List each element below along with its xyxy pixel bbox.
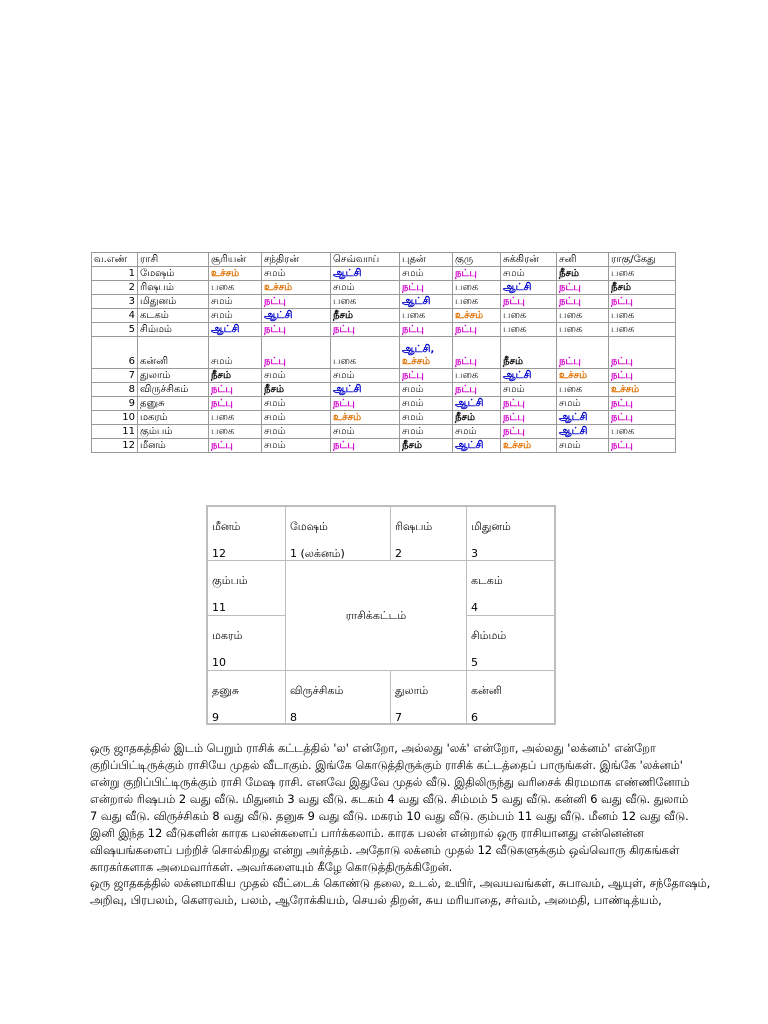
dignity-cell	[453, 439, 501, 453]
dignity-value: சமம்	[402, 398, 424, 409]
dignity-value: நட்பு	[611, 440, 633, 451]
column-header: சந்திரன்	[262, 253, 331, 267]
first-house-paragraph	[90, 875, 711, 909]
house-number: 8	[290, 711, 297, 724]
house-kadagam	[466, 560, 555, 616]
dignity-cell	[331, 267, 400, 281]
intro-paragraph	[90, 740, 690, 876]
house-name: மிதுனம்	[471, 520, 511, 533]
table-row	[92, 425, 676, 439]
dignity-value: நட்பு	[333, 398, 355, 409]
house-name: மீனம்	[212, 520, 241, 533]
dignity-value: ஆட்சி	[559, 426, 588, 437]
dignity-value: உச்சம்	[503, 440, 532, 451]
rasi-name: துலாம்	[138, 369, 209, 383]
house-mesham	[285, 506, 391, 561]
text-line: ஒரு ஜாதகத்தில் இடம் பெறும் ராசிக் கட்டத்தில் 'ல' என்றோ, அல்லது 'லக்' என்றோ, அல்லது 'லக்னம்' என்றோ	[90, 741, 656, 755]
dignity-cell	[209, 383, 262, 397]
dignity-cell	[400, 369, 453, 383]
dignity-cell	[453, 267, 501, 281]
dignity-cell	[262, 397, 331, 411]
rasi-name: கும்பம்	[138, 425, 209, 439]
dignity-value: சமம்	[455, 426, 477, 437]
row-number: 2	[92, 281, 138, 295]
dignity-cell	[557, 323, 609, 337]
column-header: வ.எண்	[92, 253, 138, 267]
house-name: கடகம்	[471, 574, 503, 587]
dignity-cell	[557, 369, 609, 383]
house-number: 12	[212, 547, 226, 560]
dignity-value: நட்பு	[211, 440, 233, 451]
table-row	[92, 397, 676, 411]
house-mithunam	[466, 506, 555, 561]
dignity-cell	[453, 309, 501, 323]
rasi-name: ரிஷபம்	[138, 281, 209, 295]
row-number: 5	[92, 323, 138, 337]
dignity-cell	[501, 337, 557, 369]
rasi-name: தனுசு	[138, 397, 209, 411]
dignity-value: நீசம்	[503, 356, 523, 367]
dignity-value: நட்பு	[611, 296, 633, 307]
dignity-cell	[557, 411, 609, 425]
table-row	[92, 383, 676, 397]
table-row	[92, 323, 676, 337]
rasi-chart-center	[285, 560, 467, 671]
dignity-cell	[557, 439, 609, 453]
dignity-cell	[501, 369, 557, 383]
dignity-value: பகை	[559, 324, 583, 335]
dignity-cell	[400, 281, 453, 295]
dignity-value: ஆட்சி	[264, 310, 293, 321]
dignity-value: பகை	[333, 356, 357, 367]
text-line: என்றால் ரிஷபம் 2 வது வீடு. மிதுனம் 3 வது வீடு. கடகம் 4 வது வீடு. சிம்மம் 5 வது வீடு. கன்னி 6 வது வீடு. துலாம்	[90, 792, 689, 806]
table-row	[92, 281, 676, 295]
dignity-value: பகை	[333, 296, 357, 307]
text-line: 7 வது வீடு. விருச்சிகம் 8 வது வீடு. தனுசு 9 வது வீடு. மகரம் 10 வது வீடு. கும்பம் 11 வது வீடு. மீனம் 12 வது வீடு.	[90, 809, 689, 823]
dignity-value: சமம்	[211, 310, 233, 321]
dignity-value: ஆட்சி	[333, 384, 362, 395]
dignity-value: நீசம்	[559, 268, 579, 279]
dignity-cell	[609, 295, 676, 309]
dignity-cell	[262, 267, 331, 281]
dignity-value: ஆட்சி	[559, 412, 588, 423]
dignity-cell	[262, 369, 331, 383]
rasi-name: விருச்சிகம்	[138, 383, 209, 397]
dignity-cell	[501, 295, 557, 309]
column-header: சூரியன்	[209, 253, 262, 267]
house-number: 7	[395, 711, 402, 724]
dignity-value: நட்பு	[455, 268, 477, 279]
dignity-cell	[557, 383, 609, 397]
text-line: விஷயங்களைப் பற்றிச் சொல்கிறது என்று அர்த்தம். அதோடு லக்னம் முதல் 12 வீடுகளுக்கும் ஒவ்வொரு கிரகங்கள்	[90, 843, 680, 857]
dignity-cell	[400, 397, 453, 411]
house-number: 10	[212, 656, 226, 669]
dignity-value: நட்பு	[211, 384, 233, 395]
dignity-cell	[609, 397, 676, 411]
dignity-value: ஆட்சி	[455, 398, 484, 409]
dignity-cell	[609, 383, 676, 397]
dignity-cell	[557, 267, 609, 281]
dignity-value: உச்சம்	[333, 412, 362, 423]
dignity-cell	[453, 323, 501, 337]
dignity-cell	[262, 425, 331, 439]
dignity-value: நட்பு	[455, 356, 477, 367]
dignity-value: ஆட்சி	[455, 440, 484, 451]
table-row	[92, 309, 676, 323]
dignity-value: நட்பு	[333, 324, 355, 335]
dignity-cell	[331, 309, 400, 323]
house-viruchigam	[285, 670, 391, 724]
dignity-cell	[400, 383, 453, 397]
dignity-cell	[400, 309, 453, 323]
dignity-value: சமம்	[402, 384, 424, 395]
row-number: 12	[92, 439, 138, 453]
dignity-value: ஆட்சி	[503, 370, 532, 381]
planet-dignity-table	[91, 252, 676, 453]
dignity-value: நட்பு	[559, 282, 581, 293]
dignity-value: ஆட்சி	[333, 268, 362, 279]
dignity-cell	[262, 439, 331, 453]
rasi-name: மேஷம்	[138, 267, 209, 281]
house-number: 11	[212, 601, 226, 614]
dignity-cell	[557, 295, 609, 309]
dignity-value: நட்பு	[333, 440, 355, 451]
dignity-value: சமம்	[264, 398, 286, 409]
dignity-cell	[501, 323, 557, 337]
dignity-cell	[331, 337, 400, 369]
dignity-value: நட்பு	[503, 296, 525, 307]
dignity-cell	[609, 281, 676, 295]
rasi-name: மீனம்	[138, 439, 209, 453]
text-line: காரகர்களாக அமைவார்கள். அவர்களையும் கீழே கொடுத்திருக்கிறேன்.	[90, 860, 453, 874]
dignity-cell	[209, 425, 262, 439]
row-number: 10	[92, 411, 138, 425]
house-name: கன்னி	[471, 684, 502, 697]
row-number: 8	[92, 383, 138, 397]
column-header: ராகு/கேது	[609, 253, 676, 267]
dignity-cell	[453, 369, 501, 383]
dignity-value: சமம்	[402, 426, 424, 437]
dignity-cell	[609, 425, 676, 439]
dignity-value: நீசம்	[611, 282, 631, 293]
dignity-cell	[609, 337, 676, 369]
dignity-cell	[262, 337, 331, 369]
dignity-value: பகை	[559, 384, 583, 395]
dignity-value: பகை	[611, 324, 635, 335]
dignity-value: உச்சம்	[611, 384, 640, 395]
dignity-cell	[331, 323, 400, 337]
dignity-value: சமம்	[402, 268, 424, 279]
dignity-value: நட்பு	[559, 296, 581, 307]
dignity-value: சமம்	[211, 356, 233, 367]
dignity-value: நீசம்	[455, 412, 475, 423]
dignity-cell	[400, 267, 453, 281]
dignity-cell	[209, 397, 262, 411]
text-line: என்று குறிப்பிட்டிருக்கும் ராசி மேஷ ராசி. எனவே இதுவே முதல் வீடு. இதிலிருந்து வரிசைக் கிரமமாக எண்ணினோம்	[90, 775, 690, 789]
dignity-cell	[331, 439, 400, 453]
dignity-cell	[262, 295, 331, 309]
text-line: அறிவு, பிரபலம், கௌரவம், பலம், ஆரோக்கியம், செயல் திறன், சுய மரியாதை, சர்வம், அமைதி, பாண்டித்யம்,	[90, 893, 662, 907]
dignity-value: சமம்	[559, 440, 581, 451]
dignity-cell	[501, 439, 557, 453]
dignity-cell	[453, 337, 501, 369]
dignity-value: நட்பு	[503, 398, 525, 409]
dignity-cell	[557, 397, 609, 411]
dignity-value: நட்பு	[211, 398, 233, 409]
dignity-cell	[400, 295, 453, 309]
dignity-cell	[609, 411, 676, 425]
column-header: புதன்	[400, 253, 453, 267]
dignity-value: பகை	[455, 370, 479, 381]
dignity-cell	[209, 281, 262, 295]
dignity-cell	[609, 323, 676, 337]
rasi-name: மிதுனம்	[138, 295, 209, 309]
column-header: ராசி	[138, 253, 209, 267]
dignity-cell	[209, 411, 262, 425]
dignity-value: சமம்	[264, 426, 286, 437]
house-number: 1 (லக்னம்)	[290, 547, 345, 560]
text-line: குறிப்பிட்டிருக்கும் ராசியே முதல் வீடாகும். இங்கே கொடுத்திருக்கும் ராசிக் கட்டத்தைப் பாருங்கள். இங்கே 'லக்னம்'	[90, 758, 683, 772]
dignity-cell	[609, 309, 676, 323]
dignity-cell	[501, 425, 557, 439]
dignity-value: நட்பு	[455, 384, 477, 395]
dignity-cell	[262, 323, 331, 337]
dignity-value: நட்பு	[455, 324, 477, 335]
dignity-cell	[501, 411, 557, 425]
dignity-value: பகை	[211, 282, 235, 293]
dignity-cell	[331, 425, 400, 439]
dignity-cell	[501, 267, 557, 281]
dignity-cell	[557, 281, 609, 295]
dignity-cell	[609, 439, 676, 453]
dignity-cell	[331, 369, 400, 383]
house-name: மேஷம்	[290, 520, 328, 533]
dignity-cell	[501, 383, 557, 397]
dignity-value: பகை	[211, 426, 235, 437]
dignity-cell	[262, 383, 331, 397]
dignity-cell	[609, 369, 676, 383]
dignity-value: பகை	[559, 310, 583, 321]
house-number: 5	[471, 656, 478, 669]
column-header: சனி	[557, 253, 609, 267]
row-number: 4	[92, 309, 138, 323]
house-number: 6	[471, 711, 478, 724]
dignity-cell	[609, 267, 676, 281]
house-number: 2	[395, 547, 402, 560]
house-name: துலாம்	[395, 684, 429, 697]
table-row	[92, 369, 676, 383]
house-name: விருச்சிகம்	[290, 684, 344, 697]
column-header: செவ்வாய்	[331, 253, 400, 267]
house-number: 9	[212, 711, 219, 724]
dignity-cell	[262, 411, 331, 425]
dignity-value: சமம்	[503, 384, 525, 395]
dignity-value: ஆட்சி,	[402, 344, 435, 355]
dignity-value: ஆட்சி	[503, 282, 532, 293]
dignity-cell	[501, 397, 557, 411]
dignity-cell	[400, 323, 453, 337]
house-simmam	[466, 615, 555, 671]
house-meenam	[207, 506, 286, 561]
dignity-cell	[400, 337, 453, 369]
dignity-value: பகை	[503, 310, 527, 321]
dignity-cell	[331, 281, 400, 295]
table-header-row	[92, 253, 676, 267]
table-row	[92, 411, 676, 425]
dignity-value: ஆட்சி	[211, 324, 240, 335]
dignity-cell	[209, 439, 262, 453]
table-row	[92, 267, 676, 281]
dignity-value: பகை	[611, 268, 635, 279]
text-line: ஒரு ஜாதகத்தில் லக்னமாகிய முதல் வீட்டைக் கொண்டு தலை, உடல், உயிர், அவயவங்கள், சுபாவம், ஆயுள், சந்தோஷம்,	[90, 876, 711, 890]
rasi-chart	[206, 505, 556, 725]
house-thulaam	[390, 670, 467, 724]
dignity-value: நட்பு	[402, 282, 424, 293]
house-number: 4	[471, 601, 478, 614]
table-row	[92, 295, 676, 309]
dignity-cell	[209, 295, 262, 309]
dignity-value: பகை	[611, 426, 635, 437]
dignity-cell	[501, 281, 557, 295]
dignity-value: சமம்	[264, 370, 286, 381]
dignity-value: நட்பு	[611, 398, 633, 409]
dignity-value: உச்சம்	[559, 370, 588, 381]
dignity-cell	[209, 369, 262, 383]
house-dhanusu	[207, 670, 286, 724]
dignity-value: நட்பு	[402, 324, 424, 335]
dignity-value: பகை	[455, 282, 479, 293]
house-rishabam	[390, 506, 467, 561]
dignity-value: பகை	[611, 310, 635, 321]
row-number: 9	[92, 397, 138, 411]
dignity-cell	[331, 383, 400, 397]
dignity-value: சமம்	[333, 282, 355, 293]
dignity-cell	[501, 309, 557, 323]
dignity-cell	[557, 425, 609, 439]
dignity-value: சமம்	[264, 268, 286, 279]
dignity-cell	[209, 309, 262, 323]
rasi-name: கடகம்	[138, 309, 209, 323]
table-row	[92, 337, 676, 369]
dignity-cell	[557, 309, 609, 323]
dignity-value: உச்சம்	[264, 282, 293, 293]
dignity-cell	[262, 281, 331, 295]
dignity-cell	[453, 281, 501, 295]
dignity-value: நட்பு	[611, 356, 633, 367]
dignity-cell	[209, 323, 262, 337]
dignity-value: சமம்	[402, 412, 424, 423]
dignity-value: நட்பு	[559, 356, 581, 367]
rasi-name: கன்னி	[138, 337, 209, 369]
dignity-value: சமம்	[333, 426, 355, 437]
dignity-value: நட்பு	[611, 370, 633, 381]
house-name: கும்பம்	[212, 574, 248, 587]
dignity-value: சமம்	[264, 412, 286, 423]
dignity-cell	[453, 411, 501, 425]
row-number: 11	[92, 425, 138, 439]
dignity-value: சமம்	[503, 268, 525, 279]
dignity-cell	[453, 397, 501, 411]
dignity-value: சமம்	[211, 296, 233, 307]
dignity-value: நட்பு	[264, 356, 286, 367]
dignity-cell	[400, 411, 453, 425]
dignity-cell	[331, 397, 400, 411]
house-kanni	[466, 670, 555, 724]
house-number: 3	[471, 547, 478, 560]
row-number: 6	[92, 337, 138, 369]
dignity-value: ஆட்சி	[402, 296, 431, 307]
house-name: மகரம்	[212, 629, 243, 642]
rasi-chart-title: ராசிக்கட்டம்	[345, 608, 407, 622]
dignity-value: பகை	[503, 324, 527, 335]
dignity-value: சமம்	[264, 440, 286, 451]
table-row	[92, 439, 676, 453]
rasi-name: மகரம்	[138, 411, 209, 425]
dignity-value: நட்பு	[503, 412, 525, 423]
house-name: சிம்மம்	[471, 629, 507, 642]
house-magaram	[207, 615, 286, 671]
dignity-value: நட்பு	[264, 296, 286, 307]
dignity-cell	[262, 309, 331, 323]
house-name: ரிஷபம்	[395, 520, 433, 533]
dignity-cell	[331, 295, 400, 309]
dignity-cell	[453, 383, 501, 397]
dignity-value: பகை	[211, 412, 235, 423]
dignity-cell	[209, 267, 262, 281]
dignity-cell	[331, 411, 400, 425]
dignity-cell	[557, 337, 609, 369]
dignity-value: உச்சம்	[455, 310, 484, 321]
rasi-name: சிம்மம்	[138, 323, 209, 337]
dignity-value: நீசம்	[211, 370, 231, 381]
dignity-value: நட்பு	[503, 426, 525, 437]
dignity-cell	[453, 425, 501, 439]
text-line: இனி இந்த 12 வீடுகளின் காரக பலன்களைப் பார்க்கலாம். காரக பலன் என்றால் ஒரு ராசியானது என்னென்ன	[90, 826, 644, 840]
house-name: தனுசு	[212, 684, 240, 697]
column-header: குரு	[453, 253, 501, 267]
dignity-value: பகை	[402, 310, 426, 321]
dignity-value: உச்சம்	[402, 356, 431, 367]
dignity-value: சமம்	[559, 398, 581, 409]
dignity-value: சமம்	[333, 370, 355, 381]
row-number: 1	[92, 267, 138, 281]
dignity-cell	[209, 337, 262, 369]
dignity-value: நீசம்	[402, 440, 422, 451]
dignity-value: நீசம்	[333, 310, 353, 321]
dignity-cell	[453, 295, 501, 309]
dignity-cell	[400, 439, 453, 453]
dignity-cell	[400, 425, 453, 439]
dignity-value: நட்பு	[611, 412, 633, 423]
house-kumbam	[207, 560, 286, 616]
dignity-value: நீசம்	[264, 384, 284, 395]
dignity-value: நட்பு	[264, 324, 286, 335]
column-header: சுக்கிரன்	[501, 253, 557, 267]
row-number: 3	[92, 295, 138, 309]
dignity-value: உச்சம்	[211, 268, 240, 279]
row-number: 7	[92, 369, 138, 383]
dignity-value: பகை	[455, 296, 479, 307]
dignity-value: நட்பு	[402, 370, 424, 381]
